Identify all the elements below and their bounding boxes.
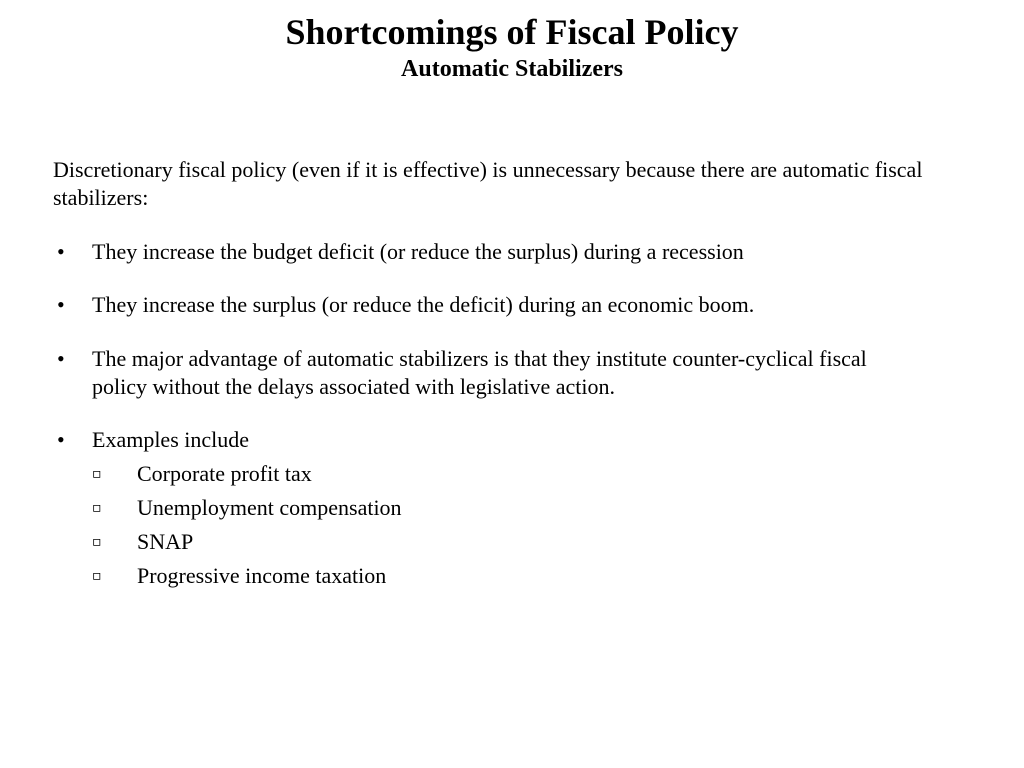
- slide-title: Shortcomings of Fiscal Policy: [285, 12, 739, 52]
- slide-subtitle: Automatic Stabilizers: [401, 56, 623, 82]
- bullet-text: They increase the surplus (or reduce the deficit) during an economic boom.: [92, 292, 755, 317]
- bullet-item: [53, 426, 953, 454]
- bullet-item: [53, 345, 953, 401]
- example-item: [92, 460, 312, 488]
- sub-bullet-marker: ▫: [92, 568, 102, 584]
- example-text: SNAP: [137, 529, 194, 554]
- example-text: Progressive income taxation: [137, 563, 387, 588]
- bullet-text: The major advantage of automatic stabilizers is that they institute counter-cyclical fiscal policy without the delays associated with legislative action.: [92, 346, 867, 399]
- example-item: [92, 562, 386, 590]
- bullet-marker: •: [57, 427, 65, 452]
- sub-bullet-marker: ▫: [92, 466, 102, 482]
- bullet-text: Examples include: [92, 427, 250, 452]
- bullet-item: [53, 291, 953, 319]
- example-item: [92, 494, 402, 522]
- example-text: Unemployment compensation: [137, 495, 402, 520]
- bullet-marker: •: [57, 239, 65, 264]
- bullet-item: [53, 238, 953, 266]
- example-text: Corporate profit tax: [137, 461, 312, 486]
- sub-bullet-marker: ▫: [92, 500, 102, 516]
- example-item: [92, 528, 193, 556]
- intro-paragraph: Discretionary fiscal policy (even if it is effective) is unnecessary because there are automatic fiscal stabilizers:: [53, 157, 923, 210]
- bullet-marker: •: [57, 292, 65, 317]
- bullet-marker: •: [57, 346, 65, 371]
- bullet-text: They increase the budget deficit (or reduce the surplus) during a recession: [92, 239, 744, 264]
- sub-bullet-marker: ▫: [92, 534, 102, 550]
